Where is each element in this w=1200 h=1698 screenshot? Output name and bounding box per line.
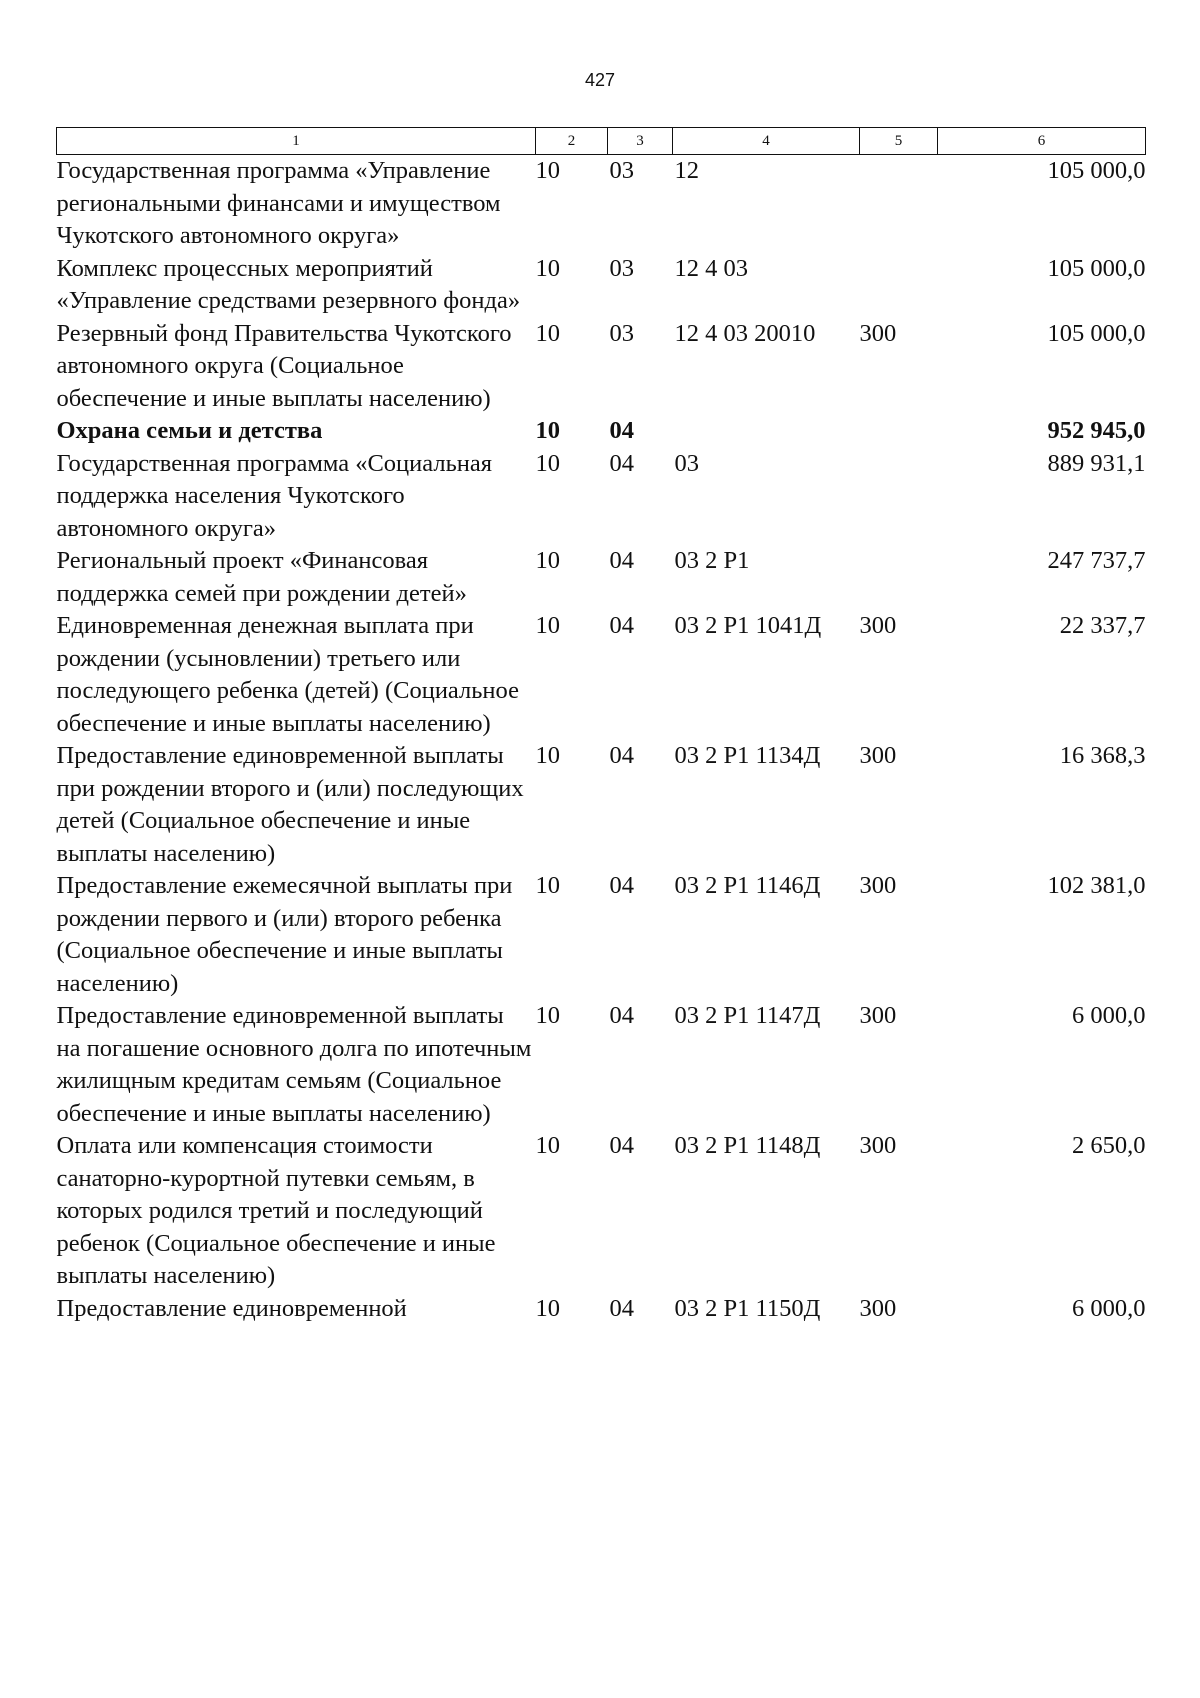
table-row bbox=[57, 448, 1146, 546]
row-target-article-cell: 03 bbox=[674, 449, 699, 477]
row-amount-cell: 102 381,0 bbox=[1047, 872, 1146, 899]
table-header bbox=[57, 128, 1146, 155]
row-amount-cell: 952 945,0 bbox=[1047, 417, 1146, 444]
row-amount-cell: 16 368,3 bbox=[1059, 742, 1146, 769]
table-row bbox=[57, 155, 1146, 253]
row-subsection-cell: 04 bbox=[609, 1294, 634, 1322]
row-name-cell: Предоставление ежемесячной выплаты при рождении первого и (или) второго ребенка (Социальное обеспечение и иные выплаты населению) bbox=[56, 872, 513, 997]
header-row bbox=[57, 128, 1146, 155]
table-row bbox=[57, 318, 1146, 416]
row-expense-type-cell: 300 bbox=[859, 742, 897, 769]
row-subsection-cell: 03 bbox=[609, 319, 634, 347]
row-name-cell: Предоставление единовременной выплаты на погашение основного долга по ипотечным жилищным кредитам семьям (Социальное обеспечение и иные выплаты населению) bbox=[56, 1002, 532, 1127]
column-header: 5 bbox=[860, 128, 938, 155]
row-amount-cell: 105 000,0 bbox=[1047, 254, 1146, 282]
row-expense-type-cell: 300 bbox=[859, 1294, 897, 1322]
row-amount-cell: 2 650,0 bbox=[1072, 1132, 1146, 1159]
row-subsection-cell: 04 bbox=[609, 547, 634, 574]
row-section-cell: 10 bbox=[535, 449, 560, 477]
table-row bbox=[57, 870, 1146, 1000]
table-row bbox=[57, 1293, 1146, 1326]
row-section-cell: 10 bbox=[535, 417, 560, 444]
row-expense-type-cell: 300 bbox=[859, 872, 897, 899]
row-expense-type-cell bbox=[860, 448, 938, 546]
row-section-cell: 10 bbox=[535, 612, 560, 639]
row-section-cell: 10 bbox=[535, 1002, 560, 1029]
table-row bbox=[57, 610, 1146, 740]
row-expense-type-cell: 300 bbox=[859, 319, 897, 347]
row-expense-type-cell bbox=[860, 545, 938, 610]
row-section-cell: 10 bbox=[535, 742, 560, 769]
row-amount-cell: 247 737,7 bbox=[1047, 547, 1146, 574]
row-subsection-cell: 04 bbox=[609, 417, 634, 444]
row-name-cell: Резервный фонд Правительства Чукотского автономного округа (Социальное обеспечение и иные выплаты населению) bbox=[56, 319, 512, 412]
row-name-cell: Охрана семьи и детства bbox=[56, 417, 323, 444]
row-amount-cell: 6 000,0 bbox=[1072, 1294, 1146, 1322]
row-amount-cell: 105 000,0 bbox=[1047, 319, 1146, 347]
row-section-cell: 10 bbox=[535, 872, 560, 899]
row-target-article-cell: 03 2 Р1 1148Д bbox=[674, 1132, 821, 1159]
row-name-cell: Единовременная денежная выплата при рождении (усыновлении) третьего или последующего ребенка (детей) (Социальное обеспечение и иные выплаты населению) bbox=[56, 612, 519, 737]
row-section-cell: 10 bbox=[535, 157, 560, 184]
row-name-cell: Оплата или компенсация стоимости санаторно-курортной путевки семьям, в которых родился третий и последующий ребенок (Социальное обеспечение и иные выплаты населению) bbox=[56, 1132, 496, 1289]
column-header: 2 bbox=[536, 128, 608, 155]
row-target-article-cell: 03 2 Р1 1134Д bbox=[674, 742, 821, 769]
column-header: 6 bbox=[938, 128, 1146, 155]
table-row bbox=[57, 415, 1146, 448]
row-amount-cell: 22 337,7 bbox=[1059, 612, 1146, 639]
row-amount-cell: 889 931,1 bbox=[1047, 449, 1146, 477]
row-amount-cell: 6 000,0 bbox=[1072, 1002, 1146, 1029]
row-amount-cell: 105 000,0 bbox=[1047, 157, 1146, 184]
row-name-cell: Государственная программа «Управление региональными финансами и имуществом Чукотского автономного округа» bbox=[56, 157, 501, 249]
table-row bbox=[57, 740, 1146, 870]
row-name-cell: Комплекс процессных мероприятий «Управление средствами резервного фонда» bbox=[56, 254, 521, 314]
row-target-article-cell: 03 2 Р1 1150Д bbox=[674, 1294, 821, 1322]
column-header: 3 bbox=[608, 128, 673, 155]
table-row bbox=[57, 545, 1146, 610]
row-subsection-cell: 03 bbox=[609, 254, 634, 282]
row-expense-type-cell bbox=[860, 415, 938, 448]
table-body bbox=[57, 155, 1146, 1326]
row-subsection-cell: 04 bbox=[609, 872, 634, 899]
row-expense-type-cell: 300 bbox=[859, 1132, 897, 1159]
budget-table bbox=[56, 127, 1146, 1325]
row-expense-type-cell: 300 bbox=[859, 612, 897, 639]
row-subsection-cell: 04 bbox=[609, 449, 634, 477]
table-row bbox=[57, 1130, 1146, 1293]
row-section-cell: 10 bbox=[535, 319, 560, 347]
row-expense-type-cell: 300 bbox=[859, 1002, 897, 1029]
row-target-article-cell: 03 2 Р1 1146Д bbox=[674, 872, 821, 899]
page-number: 427 bbox=[584, 70, 616, 90]
row-section-cell: 10 bbox=[535, 1294, 560, 1322]
table-row bbox=[57, 253, 1146, 318]
row-name-cell: Предоставление единовременной bbox=[56, 1294, 407, 1322]
row-subsection-cell: 04 bbox=[609, 742, 634, 769]
row-target-article-cell: 12 4 03 bbox=[674, 254, 748, 282]
row-section-cell: 10 bbox=[535, 547, 560, 574]
row-expense-type-cell bbox=[860, 253, 938, 318]
row-name-cell: Государственная программа «Социальная поддержка населения Чукотского автономного округа» bbox=[56, 449, 493, 542]
row-subsection-cell: 04 bbox=[609, 1132, 634, 1159]
table-row bbox=[57, 1000, 1146, 1130]
row-expense-type-cell bbox=[860, 155, 938, 253]
row-subsection-cell: 04 bbox=[609, 1002, 634, 1029]
column-header: 4 bbox=[673, 128, 860, 155]
row-name-cell: Предоставление единовременной выплаты при рождении второго и (или) последующих детей (Социальное обеспечение и иные выплаты населению) bbox=[56, 742, 524, 867]
row-target-article-cell: 03 2 Р1 1041Д bbox=[674, 612, 822, 639]
row-target-article-cell: 03 2 Р1 1147Д bbox=[674, 1002, 821, 1029]
row-target-article-cell bbox=[673, 415, 860, 448]
row-target-article-cell: 12 4 03 20010 bbox=[674, 319, 816, 347]
row-name-cell: Региональный проект «Финансовая поддержка семей при рождении детей» bbox=[56, 547, 467, 607]
column-header: 1 bbox=[57, 128, 536, 155]
row-target-article-cell: 03 2 Р1 bbox=[674, 547, 750, 574]
row-subsection-cell: 04 bbox=[609, 612, 634, 639]
row-section-cell: 10 bbox=[535, 254, 560, 282]
row-subsection-cell: 03 bbox=[609, 157, 634, 184]
row-section-cell: 10 bbox=[535, 1132, 560, 1159]
row-target-article-cell: 12 bbox=[674, 157, 699, 184]
